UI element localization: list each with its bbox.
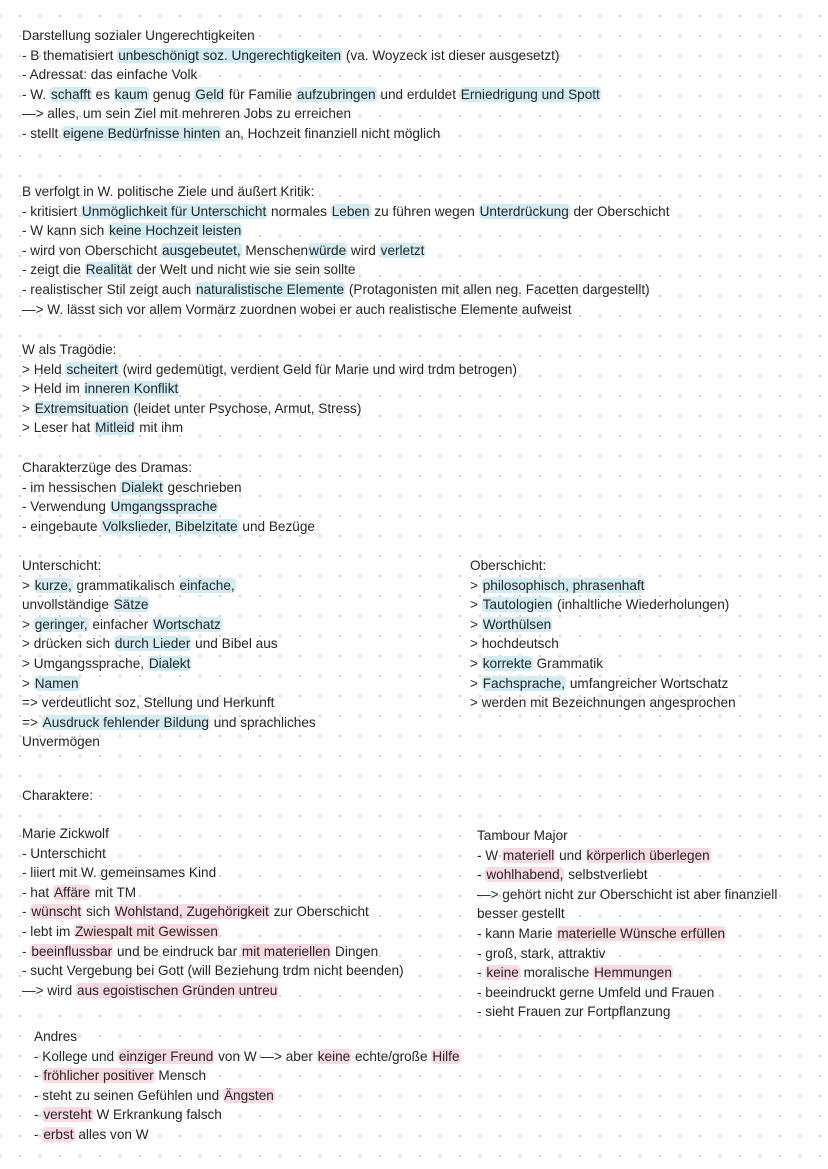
text-segment: > bbox=[470, 616, 482, 632]
text-segment: und erduldet bbox=[376, 86, 460, 102]
highlighted-text: versteht bbox=[43, 1107, 92, 1123]
note-line bbox=[22, 85, 601, 105]
highlighted-text: Wortschatz bbox=[153, 616, 221, 632]
note-line bbox=[22, 497, 218, 517]
text-segment: > bbox=[470, 577, 482, 593]
text-segment: genug bbox=[148, 86, 195, 102]
highlighted-text: fröhlicher positiver bbox=[43, 1068, 154, 1084]
highlighted-text: durch Lieder bbox=[114, 636, 191, 652]
note-line bbox=[22, 478, 242, 498]
text-segment: > werden mit Bezeichnungen angesprochen bbox=[470, 695, 736, 711]
highlighted-text: geringer, bbox=[34, 616, 88, 632]
section-heading: Darstellung sozialer Ungerechtigkeiten bbox=[22, 28, 255, 43]
note-line bbox=[470, 634, 559, 654]
text-segment: —> gehört nicht zur Oberschicht ist aber finanziell bbox=[477, 886, 778, 902]
text-segment: Unvermögen bbox=[22, 734, 100, 750]
text-segment: und be eindruck bar bbox=[113, 943, 241, 959]
highlighted-text: keine bbox=[317, 1048, 351, 1064]
note-line bbox=[22, 883, 136, 903]
note-line bbox=[22, 942, 378, 962]
highlighted-text: inneren Konflikt bbox=[84, 381, 179, 397]
note-line bbox=[34, 1105, 222, 1125]
note-line bbox=[22, 46, 559, 66]
highlighted-text: Wohlstand, Zugehörigkeit bbox=[114, 904, 269, 920]
note-line bbox=[22, 221, 242, 241]
text-segment: normales bbox=[267, 203, 331, 219]
highlighted-text: kaum bbox=[114, 86, 148, 102]
note-line bbox=[22, 517, 315, 537]
note-line bbox=[22, 379, 179, 399]
note-line bbox=[477, 1002, 670, 1022]
highlighted-text: Tautologien bbox=[482, 597, 553, 613]
highlighted-text: Volkslieder, Bibelzitate bbox=[102, 518, 238, 534]
text-segment: an, Hochzeit finanziell nicht möglich bbox=[221, 126, 441, 141]
highlighted-text: Hilfe bbox=[432, 1048, 460, 1064]
text-segment: - bbox=[477, 965, 486, 981]
note-line bbox=[22, 360, 517, 380]
text-segment: grammatikalisch bbox=[72, 577, 179, 593]
text-segment: Dingen bbox=[331, 943, 379, 959]
text-segment: - lebt im bbox=[22, 924, 75, 939]
text-segment: > bbox=[22, 577, 34, 593]
highlighted-text: schafft bbox=[50, 86, 91, 102]
text-segment: - wird von Oberschicht bbox=[22, 242, 162, 258]
text-segment: der Oberschicht bbox=[569, 203, 670, 219]
highlighted-text: naturalistische Elemente bbox=[196, 282, 345, 297]
note-line bbox=[477, 885, 777, 905]
section-heading: W als Tragödie: bbox=[22, 342, 117, 357]
text-segment: Grammatik bbox=[532, 656, 604, 671]
text-segment: von W —> aber bbox=[214, 1048, 317, 1064]
note-line bbox=[477, 904, 565, 924]
text-segment: zur Oberschicht bbox=[269, 904, 369, 920]
text-segment: - bbox=[34, 1127, 43, 1142]
text-segment: > bbox=[470, 597, 482, 613]
note-line bbox=[22, 713, 316, 733]
text-segment: - Verwendung bbox=[22, 499, 110, 515]
text-segment: wird bbox=[347, 242, 380, 258]
text-segment: - Adressat: das einfache Volk bbox=[22, 67, 198, 83]
highlighted-text: Erniedrigung und Spott bbox=[460, 86, 600, 102]
note-line bbox=[477, 944, 605, 964]
note-line bbox=[22, 863, 216, 883]
highlighted-text: Realität bbox=[85, 262, 132, 278]
text-segment: —> W. lässt sich vor allem Vormärz zuordnen wobei er auch realistische Elemente aufweist bbox=[22, 301, 572, 317]
highlighted-text: wohlhabend, bbox=[486, 867, 564, 883]
text-segment: - bbox=[34, 1068, 43, 1084]
text-segment: geschrieben bbox=[163, 479, 242, 495]
highlighted-text: aufzubringen bbox=[297, 86, 376, 102]
note-line bbox=[470, 654, 603, 674]
highlighted-text: aus egoistischen Gründen untreu bbox=[77, 982, 278, 998]
highlighted-text: Ängsten bbox=[223, 1087, 274, 1103]
highlighted-text: scheitert bbox=[66, 361, 118, 377]
highlighted-text: Umgangssprache bbox=[110, 499, 218, 515]
text-segment: für Familie bbox=[225, 86, 297, 102]
text-segment: einfacher bbox=[88, 616, 153, 632]
section-heading: Tambour Major bbox=[477, 828, 568, 843]
highlighted-text: erbst bbox=[43, 1127, 74, 1142]
highlighted-text: Dialekt bbox=[121, 479, 163, 495]
note-line bbox=[470, 576, 645, 596]
text-segment: - W bbox=[477, 847, 502, 863]
note-line bbox=[22, 241, 425, 261]
text-segment: echte/große bbox=[351, 1048, 432, 1064]
highlighted-text: wünscht bbox=[31, 904, 82, 920]
text-segment: —> alles, um sein Ziel mit mehreren Jobs zu erreichen bbox=[22, 106, 352, 122]
text-segment: - groß, stark, attraktiv bbox=[477, 945, 606, 961]
text-segment: => bbox=[22, 714, 42, 730]
text-segment: > Held im bbox=[22, 381, 84, 397]
highlighted-text: unbeschönigt soz. Ungerechtigkeiten bbox=[118, 47, 342, 63]
note-line bbox=[22, 595, 149, 615]
highlighted-text: Zwiespalt mit Gewissen bbox=[75, 924, 218, 939]
note-line bbox=[22, 844, 106, 864]
text-segment: Mensch bbox=[154, 1068, 206, 1084]
highlighted-text: Leben bbox=[331, 203, 370, 219]
highlighted-text: Dialekt bbox=[148, 656, 191, 671]
section-heading: Marie Zickwolf bbox=[22, 826, 109, 841]
text-segment: - Unterschicht bbox=[22, 845, 106, 861]
text-segment: mit TM bbox=[91, 884, 137, 900]
text-segment: selbstverliebt bbox=[564, 867, 648, 883]
note-line bbox=[470, 693, 736, 713]
note-line bbox=[22, 902, 369, 922]
highlighted-text: Sätze bbox=[113, 597, 149, 613]
note-line bbox=[22, 634, 278, 654]
text-segment: - sieht Frauen zur Fortpflanzung bbox=[477, 1004, 671, 1020]
text-segment: und sprachliches bbox=[209, 714, 316, 730]
highlighted-text: Fachsprache, bbox=[482, 675, 566, 691]
highlighted-text: Unterdrückung bbox=[479, 203, 569, 219]
text-segment: - sucht Vergebung bei Gott (will Beziehung trdm nicht beenden) bbox=[22, 963, 404, 979]
text-segment: > Leser hat bbox=[22, 420, 95, 436]
text-segment: - liiert mit W. gemeinsames Kind bbox=[22, 865, 217, 881]
text-segment: - bbox=[22, 904, 31, 920]
note-line bbox=[22, 981, 278, 1001]
note-line bbox=[34, 1066, 206, 1086]
highlighted-text: Affäre bbox=[53, 884, 91, 900]
text-segment: - hat bbox=[22, 884, 53, 900]
text-segment: besser gestellt bbox=[477, 906, 565, 922]
note-line bbox=[34, 1086, 275, 1106]
text-segment: umfangreicher Wortschatz bbox=[566, 675, 729, 691]
text-segment: (va. Woyzeck ist dieser ausgesetzt) bbox=[342, 47, 560, 63]
text-segment: > bbox=[22, 400, 34, 416]
note-line bbox=[477, 963, 673, 983]
text-segment: (wird gedemütigt, verdient Geld für Marie und wird trdm betrogen) bbox=[118, 361, 517, 377]
highlighted-text: körperlich überlegen bbox=[586, 847, 710, 863]
section-heading: Oberschicht: bbox=[470, 558, 547, 573]
text-segment: - bbox=[22, 943, 31, 959]
text-segment: - kann Marie bbox=[477, 926, 557, 941]
highlighted-text: mit materiellen bbox=[241, 943, 331, 959]
text-segment: (leidet unter Psychose, Armut, Stress) bbox=[129, 400, 362, 416]
note-line bbox=[477, 983, 714, 1003]
text-segment: - Kollege und bbox=[34, 1048, 118, 1064]
highlighted-text: Worthülsen bbox=[482, 616, 552, 632]
section-heading: Andres bbox=[34, 1029, 78, 1044]
text-segment: - im hessischen bbox=[22, 479, 121, 495]
note-line bbox=[22, 922, 219, 942]
text-segment: und bbox=[555, 847, 586, 863]
text-segment: - eingebaute bbox=[22, 518, 102, 534]
highlighted-text: beeinflussbar bbox=[31, 943, 113, 959]
highlighted-text: Extremsituation bbox=[34, 400, 129, 416]
text-segment: - kritisiert bbox=[22, 203, 81, 219]
text-segment: - B thematisiert bbox=[22, 47, 118, 63]
highlighted-text: philosophisch, phrasenhaft bbox=[482, 577, 645, 593]
text-segment: (inhaltliche Wiederholungen) bbox=[553, 597, 730, 613]
text-segment: zu führen wegen bbox=[370, 203, 479, 219]
section-heading: B verfolgt in W. politische Ziele und äußert Kritik: bbox=[22, 184, 315, 199]
text-segment: sich bbox=[82, 904, 114, 920]
note-line bbox=[34, 1125, 149, 1145]
text-segment: > Umgangssprache, bbox=[22, 656, 148, 671]
note-line bbox=[22, 615, 222, 635]
text-segment: => verdeutlicht soz, Stellung und Herkunft bbox=[22, 695, 275, 711]
text-segment: mit ihm bbox=[135, 420, 184, 436]
highlighted-text: Unmöglichkeit für Unterschicht bbox=[81, 203, 267, 219]
note-line bbox=[22, 576, 236, 596]
highlighted-text: materiell bbox=[502, 847, 555, 863]
note-line bbox=[477, 924, 726, 944]
text-segment: —> wird bbox=[22, 982, 77, 998]
note-line bbox=[22, 693, 274, 713]
highlighted-text: Geld bbox=[195, 86, 224, 102]
note-line bbox=[477, 846, 711, 866]
highlighted-text: einfache, bbox=[179, 577, 235, 593]
highlighted-text: einziger Freund bbox=[118, 1048, 214, 1064]
highlighted-text: Hemmungen bbox=[594, 965, 672, 981]
highlighted-text: kurze, bbox=[34, 577, 72, 593]
note-line bbox=[22, 418, 183, 438]
highlighted-text: materielle Wünsche erfüllen bbox=[557, 926, 726, 941]
text-segment: W Erkrankung falsch bbox=[92, 1107, 222, 1123]
text-segment: - bbox=[34, 1107, 43, 1123]
note-line bbox=[22, 674, 80, 694]
highlighted-text: korrekte bbox=[482, 656, 532, 671]
text-segment: - steht zu seinen Gefühlen und bbox=[34, 1087, 223, 1103]
highlighted-text: Mitleid bbox=[95, 420, 135, 436]
note-line bbox=[22, 260, 355, 280]
note-line bbox=[22, 300, 572, 320]
note-line bbox=[22, 732, 100, 752]
text-segment: - stellt bbox=[22, 126, 63, 141]
highlighted-text: würde bbox=[309, 242, 347, 258]
text-segment: > bbox=[22, 675, 34, 691]
text-segment: - W. bbox=[22, 86, 50, 102]
text-segment: unvollständige bbox=[22, 597, 113, 613]
note-line bbox=[22, 961, 404, 981]
note-line bbox=[470, 674, 728, 694]
text-segment: > bbox=[470, 656, 482, 671]
highlighted-text: verletzt bbox=[380, 242, 425, 258]
highlighted-text: Ausdruck fehlender Bildung bbox=[42, 714, 209, 730]
note-line bbox=[22, 654, 191, 674]
section-heading: Charakterzüge des Dramas: bbox=[22, 460, 192, 475]
note-line bbox=[470, 615, 552, 635]
text-segment: > drücken sich bbox=[22, 636, 114, 652]
text-segment: - W kann sich bbox=[22, 223, 109, 239]
section-heading: Unterschicht: bbox=[22, 558, 102, 573]
note-line bbox=[22, 280, 650, 300]
text-segment: > bbox=[470, 675, 482, 691]
highlighted-text: Namen bbox=[34, 675, 79, 691]
text-segment: - beeindruckt gerne Umfeld und Frauen bbox=[477, 984, 715, 1000]
note-line bbox=[34, 1047, 461, 1067]
note-line bbox=[477, 865, 648, 885]
text-segment: - bbox=[477, 867, 486, 883]
note-line bbox=[22, 104, 351, 124]
note-line bbox=[22, 202, 670, 222]
note-line bbox=[470, 595, 729, 615]
text-segment: - realistischer Stil zeigt auch bbox=[22, 282, 196, 297]
note-line bbox=[22, 65, 197, 85]
text-segment: und Bibel aus bbox=[191, 636, 278, 652]
text-segment: > hochdeutsch bbox=[470, 636, 559, 652]
text-segment: Menschen bbox=[241, 242, 309, 258]
text-segment: und Bezüge bbox=[238, 518, 315, 534]
section-heading: Charaktere: bbox=[22, 788, 94, 803]
text-segment: > bbox=[22, 616, 34, 632]
text-segment: (Protagonisten mit allen neg. Facetten dargestellt) bbox=[345, 282, 650, 297]
text-segment: der Welt und nicht wie sie sein sollte bbox=[132, 262, 356, 278]
highlighted-text: keine Hochzeit leisten bbox=[109, 223, 242, 239]
text-segment: alles von W bbox=[74, 1127, 149, 1142]
highlighted-text: ausgebeutet, bbox=[162, 242, 241, 258]
text-segment: - zeigt die bbox=[22, 262, 85, 278]
text-segment: moralische bbox=[519, 965, 594, 981]
text-segment: > Held bbox=[22, 361, 66, 377]
highlighted-text: keine bbox=[486, 965, 519, 981]
note-line bbox=[22, 399, 361, 419]
highlighted-text: eigene Bedürfnisse hinten bbox=[63, 126, 221, 141]
text-segment: es bbox=[91, 86, 114, 102]
note-line bbox=[22, 124, 440, 144]
